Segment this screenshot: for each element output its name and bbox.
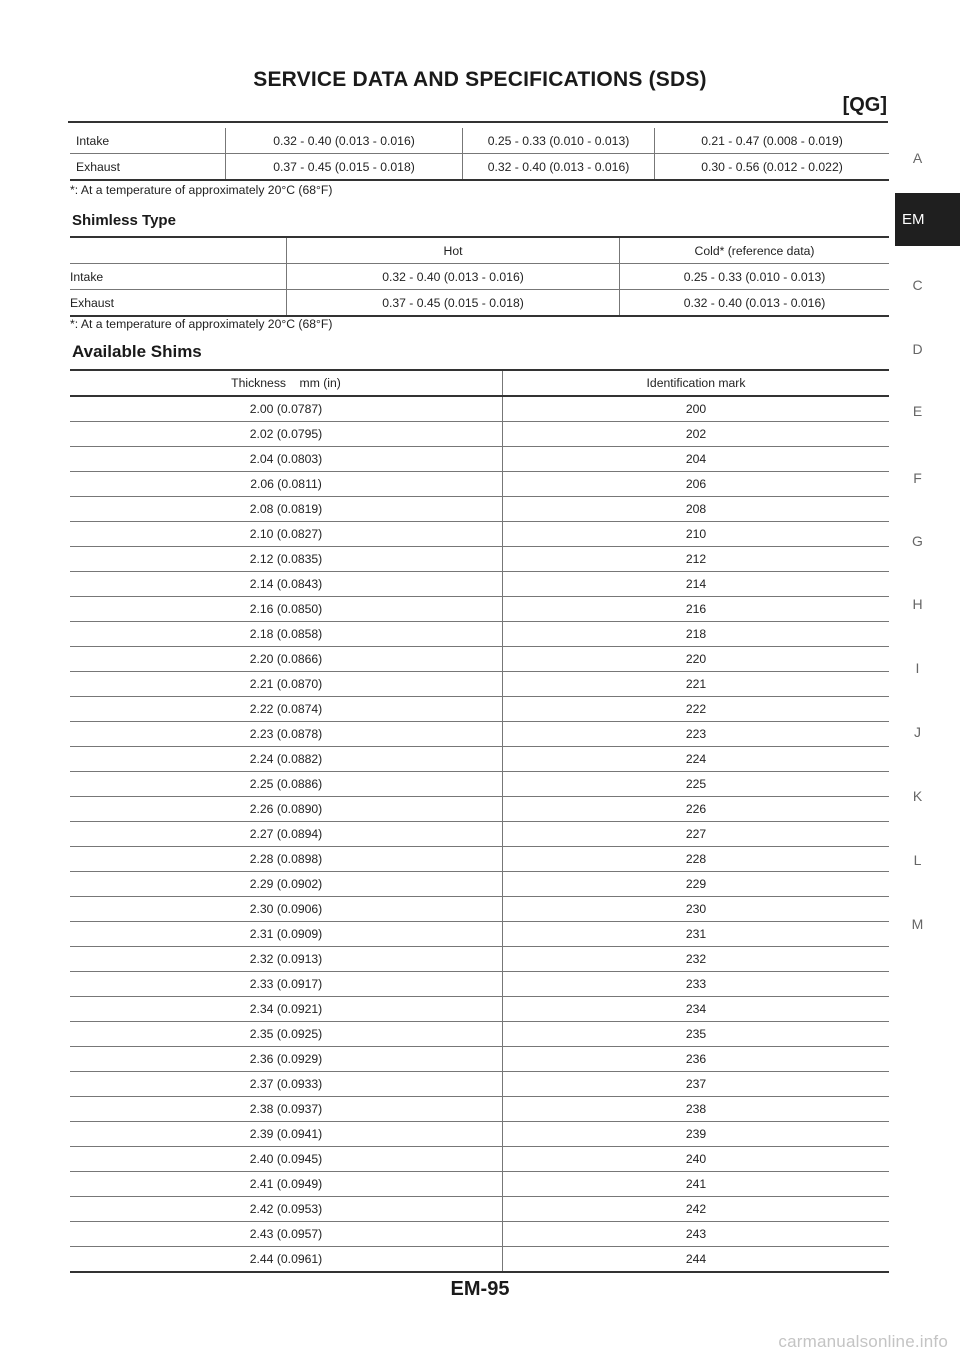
table-header-cell: Identification mark <box>503 370 890 396</box>
table-row <box>70 647 889 672</box>
identification-mark-cell: 214 <box>503 572 890 597</box>
thickness-cell: 2.44 (0.0961) <box>70 1247 503 1273</box>
table-row <box>70 822 889 847</box>
table-cell: 0.32 - 0.40 (0.013 - 0.016) <box>620 290 890 317</box>
thickness-cell: 2.35 (0.0925) <box>70 1022 503 1047</box>
identification-mark-cell: 208 <box>503 497 890 522</box>
table-row <box>70 1097 889 1122</box>
identification-mark-cell: 239 <box>503 1122 890 1147</box>
table-row <box>70 128 889 154</box>
table-row <box>70 697 889 722</box>
table-row <box>70 522 889 547</box>
thickness-cell: 2.31 (0.0909) <box>70 922 503 947</box>
table-row <box>70 1172 889 1197</box>
table-cell: 0.25 - 0.33 (0.010 - 0.013) <box>463 128 655 154</box>
table-row <box>70 497 889 522</box>
table-cell: Intake <box>70 128 226 154</box>
thickness-cell: 2.04 (0.0803) <box>70 447 503 472</box>
section-tab-j[interactable]: J <box>914 724 921 740</box>
thickness-cell: 2.30 (0.0906) <box>70 897 503 922</box>
identification-mark-cell: 222 <box>503 697 890 722</box>
identification-mark-cell: 210 <box>503 522 890 547</box>
table-cell: 0.32 - 0.40 (0.013 - 0.016) <box>287 264 620 290</box>
thickness-cell: 2.02 (0.0795) <box>70 422 503 447</box>
table-row <box>70 447 889 472</box>
table-row <box>70 847 889 872</box>
table-row <box>70 972 889 997</box>
section-tab-d[interactable]: D <box>912 341 923 357</box>
section-tab-e[interactable]: E <box>912 403 923 419</box>
identification-mark-cell: 212 <box>503 547 890 572</box>
identification-mark-cell: 204 <box>503 447 890 472</box>
table-row <box>70 622 889 647</box>
table-row <box>70 1072 889 1097</box>
identification-mark-cell: 242 <box>503 1197 890 1222</box>
table-cell: Intake <box>70 264 287 290</box>
section-tab-i[interactable]: I <box>915 660 920 676</box>
identification-mark-cell: 241 <box>503 1172 890 1197</box>
table-row <box>70 154 889 181</box>
section-tab-em[interactable]: EM <box>895 193 960 246</box>
identification-mark-cell: 228 <box>503 847 890 872</box>
table-row <box>70 922 889 947</box>
identification-mark-cell: 216 <box>503 597 890 622</box>
table-cell: Exhaust <box>70 154 226 181</box>
table-row <box>70 1122 889 1147</box>
identification-mark-cell: 223 <box>503 722 890 747</box>
thickness-cell: 2.12 (0.0835) <box>70 547 503 572</box>
thickness-cell: 2.27 (0.0894) <box>70 822 503 847</box>
section-tab-h[interactable]: H <box>912 596 923 612</box>
thickness-cell: 2.25 (0.0886) <box>70 772 503 797</box>
table-row <box>70 472 889 497</box>
section-tab-c[interactable]: C <box>912 277 923 293</box>
thickness-cell: 2.42 (0.0953) <box>70 1197 503 1222</box>
identification-mark-cell: 236 <box>503 1047 890 1072</box>
identification-mark-cell: 221 <box>503 672 890 697</box>
thickness-cell: 2.28 (0.0898) <box>70 847 503 872</box>
thickness-cell: 2.26 (0.0890) <box>70 797 503 822</box>
thickness-cell: 2.38 (0.0937) <box>70 1097 503 1122</box>
thickness-cell: 2.10 (0.0827) <box>70 522 503 547</box>
section-tab-k[interactable]: K <box>912 788 923 804</box>
thickness-cell: 2.06 (0.0811) <box>70 472 503 497</box>
table-header-cell: Thickness mm (in) <box>70 370 503 396</box>
identification-mark-cell: 240 <box>503 1147 890 1172</box>
identification-mark-cell: 226 <box>503 797 890 822</box>
table-row <box>70 422 889 447</box>
section-tab-l[interactable]: L <box>913 852 922 868</box>
table-row <box>70 1222 889 1247</box>
identification-mark-cell: 230 <box>503 897 890 922</box>
table-row <box>70 572 889 597</box>
table-cell: 0.37 - 0.45 (0.015 - 0.018) <box>287 290 620 317</box>
temperature-note: *: At a temperature of approximately 20°C (68°F) <box>70 183 333 197</box>
section-tab-f[interactable]: F <box>913 470 922 486</box>
table-row <box>70 997 889 1022</box>
section-tab-a[interactable]: A <box>912 150 923 166</box>
table-row <box>70 722 889 747</box>
shimless-table <box>70 236 889 317</box>
valve-clearance-table <box>70 128 889 181</box>
thickness-cell: 2.36 (0.0929) <box>70 1047 503 1072</box>
table-row <box>70 1247 889 1273</box>
identification-mark-cell: 224 <box>503 747 890 772</box>
table-cell: 0.21 - 0.47 (0.008 - 0.019) <box>655 128 890 154</box>
identification-mark-cell: 231 <box>503 922 890 947</box>
thickness-cell: 2.29 (0.0902) <box>70 872 503 897</box>
thickness-cell: 2.24 (0.0882) <box>70 747 503 772</box>
identification-mark-cell: 206 <box>503 472 890 497</box>
table-row <box>70 772 889 797</box>
table-row <box>70 797 889 822</box>
thickness-cell: 2.18 (0.0858) <box>70 622 503 647</box>
table-row <box>70 597 889 622</box>
watermark: carmanualsonline.info <box>778 1332 948 1351</box>
identification-mark-cell: 202 <box>503 422 890 447</box>
section-code: [QG] <box>842 94 887 116</box>
identification-mark-cell: 218 <box>503 622 890 647</box>
table-row <box>70 1047 889 1072</box>
thickness-cell: 2.33 (0.0917) <box>70 972 503 997</box>
identification-mark-cell: 233 <box>503 972 890 997</box>
header-rule <box>68 121 888 123</box>
available-shims-table <box>70 369 889 1273</box>
table-row <box>70 547 889 572</box>
thickness-cell: 2.21 (0.0870) <box>70 672 503 697</box>
table-row <box>70 1022 889 1047</box>
identification-mark-cell: 238 <box>503 1097 890 1122</box>
thickness-cell: 2.37 (0.0933) <box>70 1072 503 1097</box>
table-cell: Exhaust <box>70 290 287 317</box>
identification-mark-cell: 237 <box>503 1072 890 1097</box>
table-header-row <box>70 370 889 396</box>
identification-mark-cell: 200 <box>503 396 890 422</box>
section-tab-m[interactable]: M <box>911 916 924 932</box>
thickness-cell: 2.32 (0.0913) <box>70 947 503 972</box>
table-header-cell: Hot <box>287 237 620 264</box>
identification-mark-cell: 227 <box>503 822 890 847</box>
identification-mark-cell: 243 <box>503 1222 890 1247</box>
thickness-cell: 2.43 (0.0957) <box>70 1222 503 1247</box>
table-cell: 0.32 - 0.40 (0.013 - 0.016) <box>463 154 655 181</box>
identification-mark-cell: 229 <box>503 872 890 897</box>
thickness-cell: 2.40 (0.0945) <box>70 1147 503 1172</box>
thickness-cell: 2.14 (0.0843) <box>70 572 503 597</box>
table-row <box>70 1197 889 1222</box>
identification-mark-cell: 232 <box>503 947 890 972</box>
identification-mark-cell: 220 <box>503 647 890 672</box>
table-cell: 0.32 - 0.40 (0.013 - 0.016) <box>226 128 463 154</box>
section-tab-g[interactable]: G <box>912 533 923 549</box>
identification-mark-cell: 244 <box>503 1247 890 1273</box>
identification-mark-cell: 225 <box>503 772 890 797</box>
page-title: SERVICE DATA AND SPECIFICATIONS (SDS) <box>253 68 707 91</box>
table-row <box>70 264 889 290</box>
shimless-heading: Shimless Type <box>72 212 176 229</box>
table-row <box>70 897 889 922</box>
table-cell: 0.30 - 0.56 (0.012 - 0.022) <box>655 154 890 181</box>
table-header-cell: Cold* (reference data) <box>620 237 890 264</box>
table-cell: 0.25 - 0.33 (0.010 - 0.013) <box>620 264 890 290</box>
table-row <box>70 290 889 317</box>
thickness-cell: 2.16 (0.0850) <box>70 597 503 622</box>
table-header-row <box>70 237 889 264</box>
thickness-cell: 2.20 (0.0866) <box>70 647 503 672</box>
available-shims-heading: Available Shims <box>72 342 202 361</box>
table-row <box>70 872 889 897</box>
table-row <box>70 672 889 697</box>
temperature-note: *: At a temperature of approximately 20°C (68°F) <box>70 317 333 331</box>
thickness-cell: 2.00 (0.0787) <box>70 396 503 422</box>
thickness-cell: 2.41 (0.0949) <box>70 1172 503 1197</box>
table-row <box>70 1147 889 1172</box>
table-header-cell <box>70 237 287 264</box>
thickness-cell: 2.39 (0.0941) <box>70 1122 503 1147</box>
table-row <box>70 396 889 422</box>
thickness-cell: 2.23 (0.0878) <box>70 722 503 747</box>
identification-mark-cell: 235 <box>503 1022 890 1047</box>
table-cell: 0.37 - 0.45 (0.015 - 0.018) <box>226 154 463 181</box>
thickness-cell: 2.34 (0.0921) <box>70 997 503 1022</box>
page-number: EM-95 <box>450 1278 510 1300</box>
identification-mark-cell: 234 <box>503 997 890 1022</box>
table-row <box>70 947 889 972</box>
thickness-cell: 2.22 (0.0874) <box>70 697 503 722</box>
table-row <box>70 747 889 772</box>
thickness-cell: 2.08 (0.0819) <box>70 497 503 522</box>
